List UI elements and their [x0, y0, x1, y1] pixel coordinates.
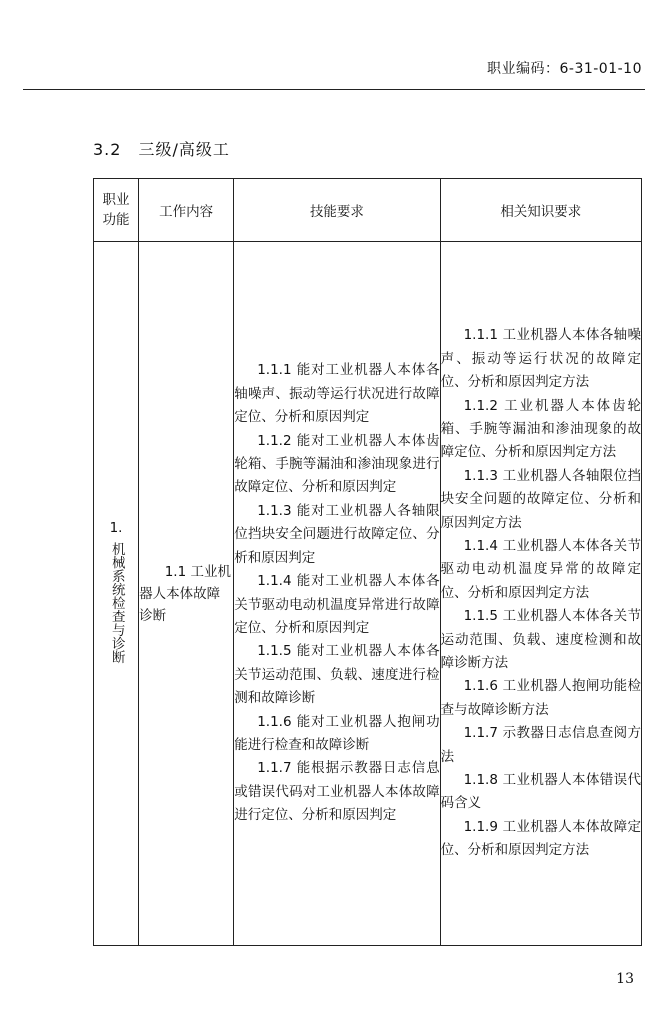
skill-item: 1.1.5 能对工业机器人本体各关节运动范围、负载、速度进行检测和故障诊断: [234, 643, 440, 707]
header-divider: [23, 89, 645, 90]
skill-item: 1.1.4 能对工业机器人本体各关节驱动电动机温度异常进行故障定位、分析和原因判定: [234, 573, 440, 636]
knowledge-item: 1.1.8 工业机器人本体错误代码含义: [440, 772, 641, 812]
knowledge-item: 1.1.2 工业机器人本体齿轮箱、手腕等漏油和渗油现象的故障定位、分析和原因判定方法: [440, 397, 641, 461]
skill-item: 1.1.6 能对工业机器人抱闸功能进行检查和故障诊断: [234, 713, 440, 753]
header-function-line1: 职业: [102, 192, 130, 208]
function-number: 1.: [109, 519, 123, 536]
knowledge-item: 1.1.1 工业机器人本体各轴噪声、振动等运行状况的故障定位、分析和原因判定方法: [440, 327, 641, 391]
knowledge-item: 1.1.9 工业机器人本体故障定位、分析和原因判定方法: [440, 818, 641, 859]
knowledge-item: 1.1.3 工业机器人各轴限位挡块安全问题的故障定位、分析和原因判定方法: [440, 467, 641, 531]
skill-item: 1.1.3 能对工业机器人各轴限位挡块安全问题进行故障定位、分析和原因判定: [234, 502, 440, 566]
skill-item: 1.1.2 能对工业机器人本体齿轮箱、手腕等漏油和渗油现象进行故障定位、分析和原因判定: [234, 432, 440, 496]
skill-item: 1.1.1 能对工业机器人本体各轴噪声、振动等运行状况进行故障定位、分析和原因判定: [234, 362, 440, 426]
skills-cell: [234, 242, 440, 946]
skills-requirements-table: [93, 178, 642, 946]
work-content-cell: [139, 242, 234, 946]
header-work: 工作内容: [139, 179, 234, 242]
section-title: 3.2 三级/高级工: [93, 140, 230, 159]
header-knowledge: 相关知识要求: [440, 179, 641, 242]
function-name: 机械系统检查与诊断: [108, 541, 125, 664]
knowledge-item: 1.1.7 示教器日志信息查阅方法: [440, 725, 641, 765]
header-skills: 技能要求: [234, 179, 440, 242]
knowledge-item: 1.1.5 工业机器人本体各关节运动范围、负载、速度检测和故障诊断方法: [440, 608, 641, 672]
occupation-code: 职业编码：6-31-01-10: [486, 61, 642, 77]
knowledge-cell: [440, 242, 641, 946]
page-number: 13: [616, 971, 634, 987]
table-row: [94, 242, 642, 946]
knowledge-item: 1.1.6 工业机器人抱闸功能检查与故障诊断方法: [440, 678, 641, 718]
header-function: [94, 179, 139, 242]
function-cell: [94, 242, 139, 946]
header-function-line2: 功能: [102, 212, 130, 228]
skill-item: 1.1.7 能根据示教器日志信息或错误代码对工业机器人本体故障进行定位、分析和原因判定: [234, 760, 440, 824]
table-header-row: [94, 179, 642, 242]
knowledge-item: 1.1.4 工业机器人本体各关节驱动电动机温度异常的故障定位、分析和原因判定方法: [440, 537, 641, 601]
work-content: 1.1 工业机器人本体故障诊断: [139, 563, 231, 624]
